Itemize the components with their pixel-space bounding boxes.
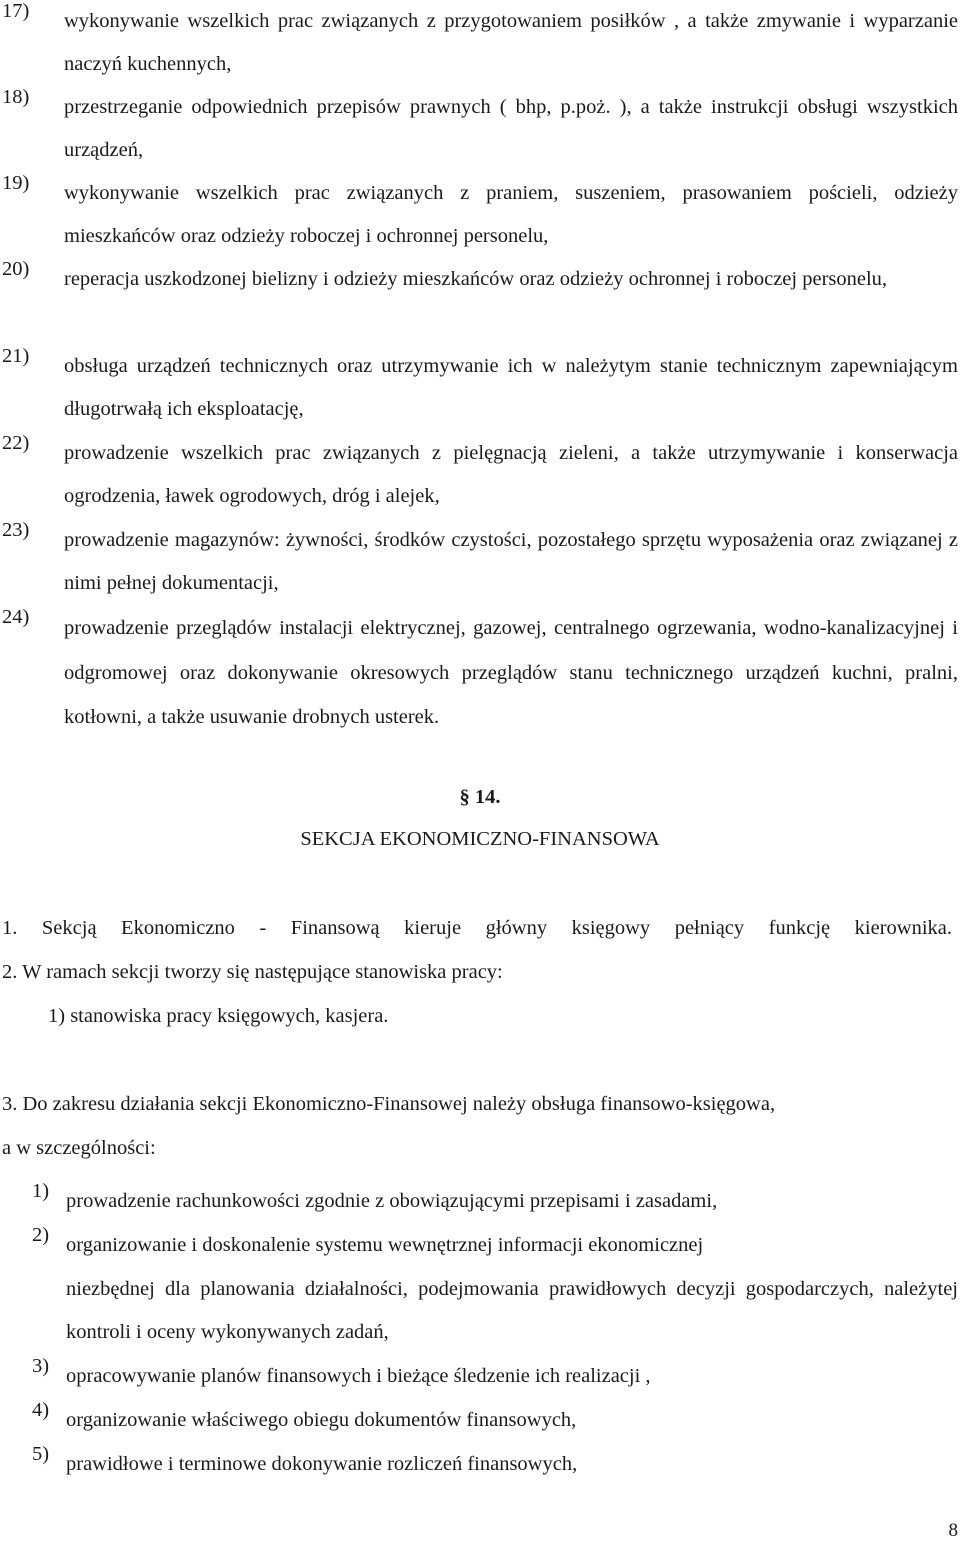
paragraph-sign: § 14. <box>459 786 501 808</box>
section-title: SEKCJA EKONOMICZNO-FINANSOWA <box>300 828 660 850</box>
point-2-subitem-1: 1) stanowiska pracy księgowych, kasjera. <box>48 1005 389 1027</box>
list-item-text: prowadzenie przeglądów instalacji elektrycznej, gazowej, centralnego ogrzewania, wodno-kanalizacyjnej i odgromowej oraz dokonywanie okresowych przeglądów stanu technicznego urządzeń kuchni, pralni, kotłowni, a także usuwanie drobnych usterek. <box>64 617 958 728</box>
page-number: 8 <box>948 1520 958 1541</box>
sub-list-item-number: 3) <box>32 1355 50 1377</box>
list-item-number: 21) <box>2 345 30 367</box>
sub-list-item-text: prowadzenie rachunkowości zgodnie z obowiązującymi przepisami i zasadami, <box>66 1190 718 1212</box>
list-item-text: wykonywanie wszelkich prac związanych z przygotowaniem posiłków , a także zmywanie i wyparzanie naczyń kuchennych, <box>64 10 958 76</box>
list-item-text: reperacja uszkodzonej bielizny i odzieży mieszkańców oraz odzieży ochronnej i roboczej personelu, <box>64 268 888 290</box>
list-item-text: prowadzenie magazynów: żywności, środków czystości, pozostałego sprzętu wyposażenia oraz związanej z nimi pełnej dokumentacji, <box>64 529 958 595</box>
list-item-number: 19) <box>2 172 30 194</box>
sub-list-item-text: organizowanie właściwego obiegu dokumentów finansowych, <box>66 1409 577 1431</box>
list-item-text: wykonywanie wszelkich prac związanych z praniem, suszeniem, prasowaniem pościeli, odzieży mieszkańców oraz odzieży roboczej i ochronnej personelu, <box>64 182 958 248</box>
list-item-number: 17) <box>2 0 30 22</box>
sub-list-item-text-rest: niezbędnej dla planowania działalności, podejmowania prawidłowych decyzji gospodarczych, należytej kontroli i oceny wykonywanych zadań, <box>66 1277 958 1343</box>
list-item-text: prowadzenie wszelkich prac związanych z pielęgnacją zieleni, a także utrzymywanie i konserwacja ogrodzenia, ławek ogrodowych, dróg i alejek, <box>64 442 958 508</box>
list-item-text: przestrzeganie odpowiednich przepisów prawnych ( bhp, p.poż. ), a także instrukcji obsługi wszystkich urządzeń, <box>64 96 958 162</box>
sub-list-item-text <box>66 1224 958 1355</box>
list-item-number: 20) <box>2 258 30 280</box>
point-2: 2. W ramach sekcji tworzy się następujące stanowiska pracy: <box>2 961 503 983</box>
point-1: 1. Sekcją Ekonomiczno - Finansową kieruje główny księgowy pełniący funkcję kierownika. <box>2 917 952 939</box>
sub-list-item-number: 5) <box>32 1443 50 1465</box>
list-item-text: obsługa urządzeń technicznych oraz utrzymywanie ich w należytym stanie technicznym zapewniającym długotrwałą ich eksploatację, <box>64 355 958 421</box>
sub-list-item-text-line-1: organizowanie i doskonalenie systemu wewnętrznej informacji ekonomicznej <box>66 1234 704 1256</box>
list-item-number: 23) <box>2 519 30 541</box>
list-item-number: 22) <box>2 432 30 454</box>
sub-list-item-number: 1) <box>32 1180 50 1202</box>
point-3-line-2: a w szczególności: <box>2 1137 156 1159</box>
point-3-line-1: 3. Do zakresu działania sekcji Ekonomiczno-Finansowej należy obsługa finansowo-księgowa, <box>2 1093 776 1115</box>
list-item-number: 18) <box>2 86 30 108</box>
list-item-number: 24) <box>2 606 30 628</box>
sub-list-item-number: 4) <box>32 1399 50 1421</box>
sub-list-item-number: 2) <box>32 1224 50 1246</box>
sub-list-item-text: prawidłowe i terminowe dokonywanie rozliczeń finansowych, <box>66 1453 578 1475</box>
sub-list-item-text: opracowywanie planów finansowych i bieżące śledzenie ich realizacji , <box>66 1365 651 1387</box>
